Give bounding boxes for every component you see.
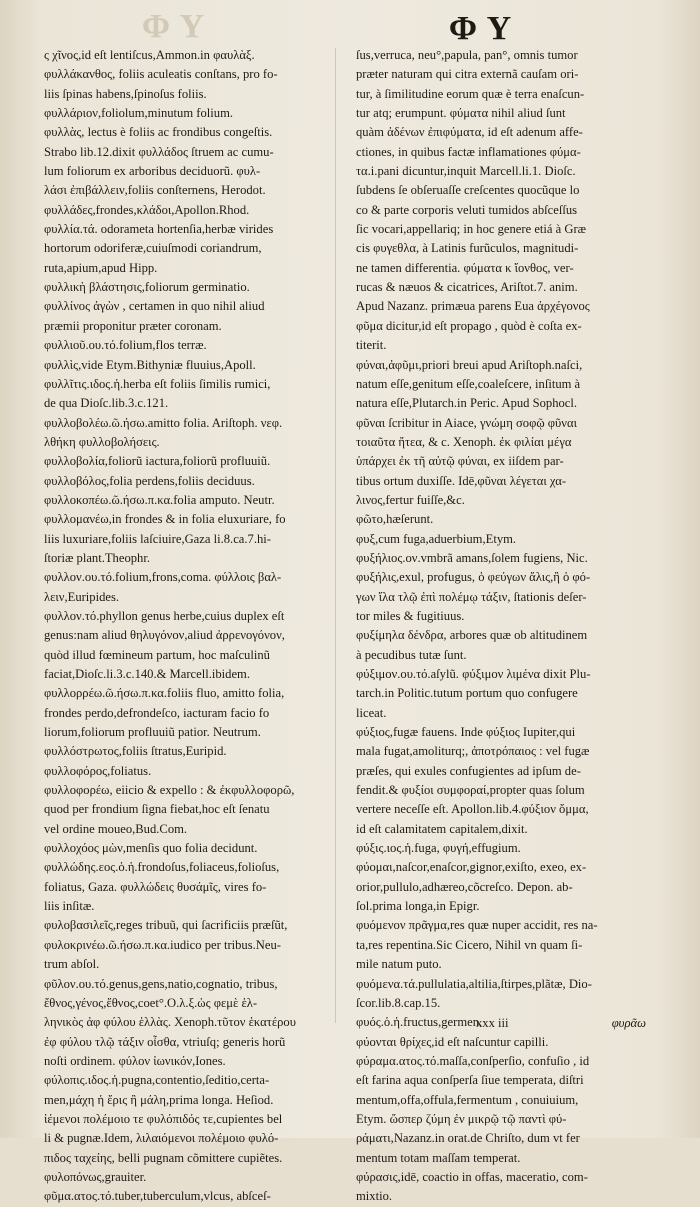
text-line: φυλλία.τά. odorameta hortenſia,herbæ virides: [44, 222, 274, 237]
text-line: titerit.: [356, 338, 387, 353]
text-line: noſti ordinem. φύλον ἰωνικόν,Iones.: [44, 1053, 226, 1068]
catchword: φυρᾶω: [611, 1016, 646, 1030]
text-line: id eſt calamitatem capitalem,dixit.: [356, 821, 528, 836]
text-line: ſubdens ſe obſeruaſſe creſcentes quocũque lo: [356, 183, 580, 198]
text-line: φυλλίνος ἀγὼν , certamen in quo nihil aliud: [44, 299, 265, 314]
text-line: liorum,foliorum profluuiũ patior. Neutrum.: [44, 725, 261, 740]
text-line: φύξιος,fugæ fauens. Inde φύξιος Iupiter,qui: [356, 725, 576, 740]
text-line: faciat,Dioſc.li.3.c.140.& Marcell.ibidem.: [44, 667, 250, 681]
text-line: φυλλιοῦ.ου.τό.folium,flos terræ.: [44, 338, 207, 353]
text-line: φυλλὶς,vide Etym.Bithyniæ fluuius,Apoll.: [44, 357, 256, 372]
text-line: λθήκη φυλλοβολήσεις.: [44, 434, 160, 449]
text-line: φύναι,ἀφῦμι,priori breui apud Ariſtoph.naſci,: [356, 357, 583, 372]
page-footer: [356, 1016, 676, 1036]
text-line: frondes perdo,defrondeſco, iacturam facio fo: [44, 705, 270, 720]
text-line: πιδος ταχείης, belli pugnam cõmittere cupiẽtes.: [44, 1150, 283, 1165]
text-line: natum eſſe,genitum eſſe,coaleſcere, inſitum à: [356, 376, 581, 391]
text-line: ruta,apium,apud Hipp.: [44, 260, 158, 275]
text-line: τα.i.pani dicuntur,inquit Marcell.li.1. Dioſc.: [356, 164, 576, 179]
text-line: φῦμα dicitur,id eſt propago , quòd è coſta ex-: [356, 318, 582, 333]
text-line: φυλλὰς, lectus è foliis ac frondibus congeſtis.: [44, 125, 273, 140]
text-line: ſic vocari,appellariq; in hoc genere etiá à Græ: [356, 222, 587, 237]
text-line: cis φυγεθλα, à Latinis furũculos, magnitudi-: [356, 241, 579, 256]
text-line: ſcor.lib.8.cap.15.: [356, 995, 441, 1010]
text-line: mala fugat,amoliturq;, ἀποτρόπαιος : vel fugæ: [356, 744, 590, 759]
text-line: φυλλοφορέω, eiicio & expello : & ἐκφυλλοφορῶ,: [44, 783, 295, 798]
text-line: vel ordine moueo,Bud.Com.: [44, 821, 188, 836]
text-line: genus:nam aliud θηλυγόνον,aliud ἀρρενογόνον,: [44, 628, 285, 643]
text-line: γων ἴλα τλῷ ἐπὶ πολέμῳ τάξιν, ſtationis deſer-: [356, 589, 587, 604]
text-line: λάσι ἐπιβάλλειν,foliis conſternens, Herodot.: [44, 183, 266, 198]
text-line: de qua Dioſc.lib.3.c.121.: [44, 396, 169, 411]
text-line: φυλλοφόρος,foliatus.: [44, 763, 152, 778]
text-line: φύλοπις.ιδος.ἡ.pugna,contentio,ſeditio,certa-: [44, 1073, 270, 1088]
text-line: φυλλοκοπέω.ῶ.ήσω.π.κα.folia amputo. Neutr.: [44, 492, 275, 507]
text-line: hortorum odoriferæ,cuiuſmodi coriandrum,: [44, 241, 262, 256]
text-line: co & parte corporis veluti tumidos abſceſſus: [356, 202, 578, 217]
text-line: φῶτο,hæſerunt.: [356, 512, 434, 527]
text-line: tur atq; erumpunt. φύματα nihil aliud ſunt: [356, 106, 566, 121]
text-line: λινος,fertur fuiſſe,&c.: [356, 492, 465, 507]
signature-mark: xxx iii: [476, 1016, 509, 1030]
text-line: φυόμενα.τά.pullulatia,altilia,ſtirpes,plãtæ, Dio-: [356, 976, 592, 991]
page-header-title: ΦΥ: [448, 10, 522, 47]
text-line: mile natum puto.: [356, 957, 442, 972]
text-line: ta,res repentina.Sic Cicero, Nihil vn quam ſi-: [356, 937, 583, 952]
text-line: φύρασις,idē, coactio in offas, maceratio, com-: [356, 1169, 588, 1184]
text-line: φυλλώδης.εος.ὁ.ἡ.frondoſus,foliaceus,folioſus,: [44, 860, 280, 875]
text-line: φύονται θρίχες,id eſt naſcuntur capilli.: [356, 1034, 549, 1049]
column-divider: [335, 48, 336, 1023]
text-line: φυλλοβολέω.ῶ.ήσω.amitto folia. Ariſtoph. νεφ.: [44, 415, 283, 430]
text-line: φυλοκρινέω.ῶ.ήσω.π.κα.iudico per tribus.Neu-: [44, 937, 281, 952]
text-line: λειν,Euripides.: [44, 589, 120, 604]
text-line: mentum totam maſſam temperat.: [356, 1150, 521, 1165]
text-line: trum abſol.: [44, 957, 100, 972]
text-line: ὑπάρχει ἐκ τῆ αὐτῷ φύναι, ex iiſdem par-: [356, 454, 564, 469]
text-line: ctiones, in quibus factæ inflamationes φύμα-: [356, 144, 581, 159]
text-line: tibus ortum duxiſſe. Idē,φῦναι λέγεται χα-: [356, 473, 567, 488]
text-line: natura eſſe,Plutarch.in Peric. Apud Sophocl.: [356, 396, 578, 411]
show-through-header: ΦΥ: [141, 8, 215, 45]
text-line: quod per frondium ſigna fiebat,hoc eſt ſenatu: [44, 802, 270, 817]
text-line: φυξίμηλα δένδρα, arbores quæ ob altitudinem: [356, 628, 588, 643]
text-line: φυλοπόνως,grauiter.: [44, 1169, 147, 1184]
text-line: liceat.: [356, 705, 387, 720]
text-line: φυλλομανέω,in frondes & in folia eluxuriare, fo: [44, 512, 286, 527]
text-line: lum foliorum ex arboribus deciduorũ. φυλ-: [44, 164, 261, 179]
text-line: ne tamen differentia. φύματα κ ἴονθος, ver-: [356, 260, 574, 275]
text-line: φύξιμον.ου.τό.aſylũ. φύξιμον λιμένα dixit Plu-: [356, 667, 591, 681]
text-line: φυλλοχόος μὼν,menſis quo folia decidunt.: [44, 841, 258, 856]
text-line: tor miles & fugitiuus.: [356, 608, 465, 623]
text-line: orior,pullulo,adhæreo,cõcreſco. Depon. ab-: [356, 879, 573, 894]
text-line: φῦναι ſcribitur in Aiace, γνώμη σοφῷ φῦναι: [356, 415, 577, 430]
text-line: ſtoriæ plant.Theophr.: [44, 550, 150, 565]
text-line: φυλλόστρωτος,foliis ſtratus,Euripid.: [44, 744, 227, 759]
text-line: li & pugnæ.Idem, λιλαιόμενοι πολέμοιο φυλό-: [44, 1131, 279, 1146]
left-column: [44, 46, 322, 1207]
text-line: φυλλον.τό.phyllon genus herbe,cuius duplex eſt: [44, 608, 285, 623]
text-line: φυλλάδες,frondes,κλάδοι,Apollon.Rhod.: [44, 202, 250, 217]
text-line: ἐφ φύλου τλῷ τάξιν οἶσθα, vtriuſq; generis horũ: [44, 1034, 286, 1049]
text-line: φύραμα.ατος.τό.maſſa,conſperſio, confuſio , id: [356, 1053, 590, 1068]
text-line: Apud Nazanz. primæua parens Eua ἀρχέγονος: [356, 299, 590, 314]
text-line: Strabo lib.12.dixit φυλλάδος ſtruem ac cumu-: [44, 144, 274, 159]
text-line: φυλλῖτις.ιδος.ἡ.herba eſt foliis ſimilis rumici,: [44, 376, 271, 391]
text-line: φύξις.ιος.ἡ.fuga, φυγή,effugium.: [356, 841, 521, 856]
text-line: vertere neceſſe eſt. Apollon.lib.4.φύξιον ὄμμα,: [356, 802, 589, 817]
text-line: ράματι,Nazanz.in orat.de Chriſto, dum vt fer: [356, 1131, 580, 1146]
text-line: à pecudibus tutæ ſunt.: [356, 647, 467, 662]
text-line: rucas & næuos & cicatrices, Ariſtot.7. anim.: [356, 280, 578, 295]
text-line: φυξ,cum fuga,aduerbium,Etym.: [356, 531, 517, 546]
text-line: φυλλοβόλος,folia perdens,foliis deciduus.: [44, 473, 255, 488]
text-line: φυλλάριον,foliolum,minutum folium.: [44, 106, 234, 121]
text-line: φυός.ὁ.ἡ.fructus,germen.: [356, 1015, 483, 1030]
text-line: ſus,verruca, neu°,papula, pan°, omnis tumor: [356, 48, 578, 62]
text-line: φυλλον.ου.τό.folium,frons,coma. φύλλοις βαλ-: [44, 570, 282, 585]
text-line: φυλλορρέω.ῶ.ήσω.π.κα.foliis fluo, amitto folia,: [44, 686, 285, 701]
text-line: liis luxuriare,foliis laſciuire,Gaza li.8.ca.7.hi-: [44, 531, 271, 546]
text-line: mixtio.: [356, 1189, 393, 1204]
text-line: φῦλον.ου.τό.genus,gens,natio,cognatio, tribus,: [44, 976, 278, 991]
text-line: Etym. ὥσπερ ζύμη ἐν μικρῷ τῷ παντὶ φύ-: [356, 1111, 567, 1126]
text-line: τοιαῦτα ἤτεα, & c. Xenoph. ἐκ φιλίαι μέγα: [356, 434, 572, 449]
text-line: men,μάχη ἡ ἔρις ἢ μάλη,prima longa. Heſiod.: [44, 1092, 274, 1107]
text-line: ἔθνος,γένος,ἔθνος,coet°.Ο.λ.ξ.ὡς φεμὲ ἑλ-: [44, 995, 258, 1010]
text-line: φυλλάκανθος, foliis aculeatis conſtans, pro fo-: [44, 67, 278, 82]
text-line: præter naturam qui citra externã cauſam ori-: [356, 67, 579, 82]
text-line: præſes, qui exules confugientes ad ipſum de-: [356, 763, 581, 778]
text-line: præmii proponitur præter coronam.: [44, 318, 222, 333]
text-line: φυλλικὴ βλάστησις,foliorum germinatio.: [44, 280, 250, 295]
text-line: tur, à ſimilitudine eorum quæ è terra enaſcun-: [356, 86, 585, 101]
text-line: φύομαι,naſcor,enaſcor,gignor,exiſto, exeo, ex-: [356, 860, 587, 875]
text-line: φυλλοβολία,foliorũ iactura,foliorũ profluuiũ.: [44, 454, 271, 469]
text-line: quòd illud fœmineum partum, hoc maſculinũ: [44, 647, 270, 662]
text-line: liis inſitæ.: [44, 899, 95, 914]
text-line: φυλοβασιλεῖς,reges tribuũ, qui ſacrificiis præſũt,: [44, 918, 288, 933]
text-line: φυξήλιος.ον.vmbrã amans,ſolem fugiens, Nic.: [356, 550, 588, 565]
text-line: ſol.prima longa,in Epigr.: [356, 899, 480, 914]
text-line: liis ſpinas habens,ſpinoſus foliis.: [44, 86, 207, 101]
text-line: φῦμα.ατος.τό.tuber,tuberculum,vlcus, abſceſ-: [44, 1189, 271, 1204]
text-line: φυξήλις,exul, profugus, ὁ φεύγων ἄλις,ἢ ὁ φό-: [356, 570, 591, 585]
text-line: fendit.& φυξίοι συμφοραί,propter quas ſolum: [356, 783, 585, 798]
text-line: quàm ἀδένων ἐπιφύματα, id eſt adenum affe-: [356, 125, 583, 140]
text-line: ληνικὸς ἀφ φύλου ἑλλὰς. Xenoph.τῦτον ἑκατέρου: [44, 1015, 296, 1030]
text-line: ἱέμενοι πολέμοιο τε φυλόπιδός τε,cupientes bel: [44, 1111, 283, 1126]
text-line: tarch.in Politic.tutum portum quo confugere: [356, 686, 578, 701]
text-line: foliatus, Gaza. φυλλώδεις θυσάμῖς, vires fo-: [44, 879, 267, 894]
text-line: eſt farina aqua conſperſa ſiue temperata, diſtri: [356, 1073, 584, 1088]
text-line: φυόμενον πρᾶγμα,res quæ nuper accidit, res na-: [356, 918, 598, 933]
text-line: ς χῖνος,id eſt lentiſcus,Ammon.in φαυλὰξ.: [44, 48, 255, 62]
text-line: mentum,offa,offula,fermentum , conuiuium,: [356, 1092, 579, 1107]
